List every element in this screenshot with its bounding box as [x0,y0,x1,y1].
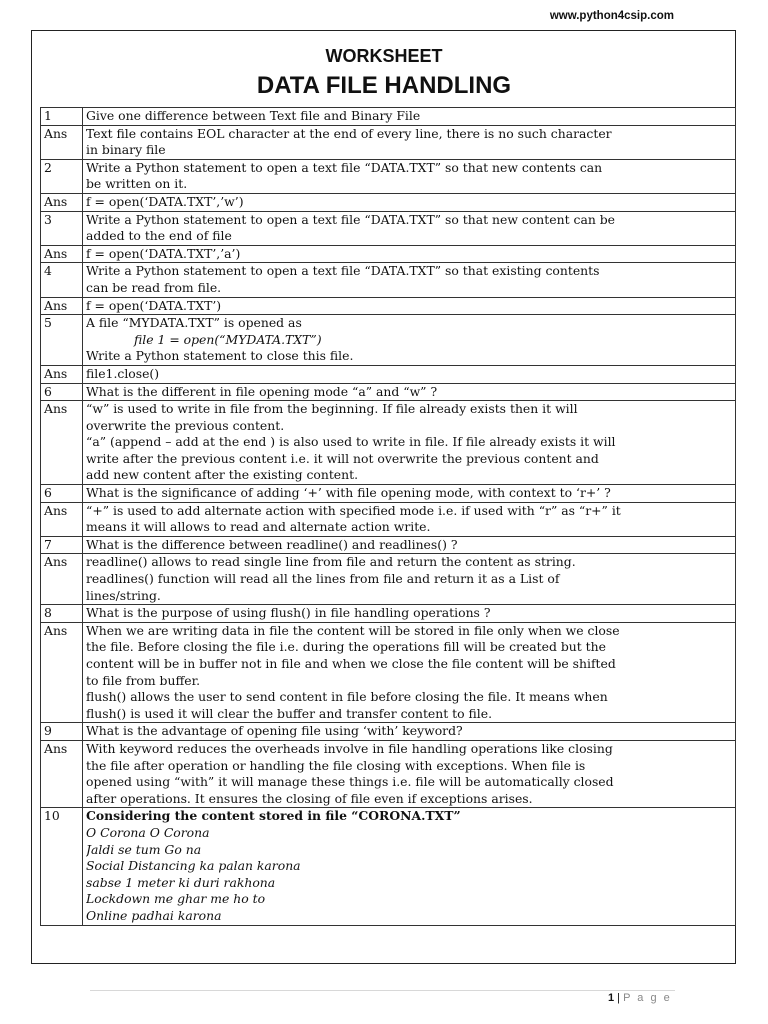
question-number: 4 [41,263,83,297]
answer-row [41,297,736,315]
text-line: content will be in buffer not in file and when we close the file content will be shifted [86,656,616,671]
text-line: f = open(‘DATA.TXT’) [86,297,222,313]
text-line: With keyword reduces the overheads involve in file handling operations like closing [86,740,613,756]
text-line: readlines() function will read all the lines from file and return it as a List of [86,571,560,587]
text-line: be written on it. [86,176,188,192]
text-line: Jaldi se tum Go na [86,841,202,857]
answer-text [83,125,736,159]
question-text [83,315,736,366]
text-line: sabse 1 meter ki duri rakhona [86,874,276,890]
page-word: P a g e [623,992,672,1004]
text-line: What is the purpose of using flush() in file handling operations ? [86,605,491,621]
page-number-value: 1 [608,992,615,1004]
question-text [83,263,736,297]
question-text [83,485,736,503]
text-line: the file. Before closing the file i.e. during the operations fill will be created but the [86,639,606,655]
answer-text [83,554,736,605]
answer-row [41,554,736,605]
site-url: www.python4csip.com [549,10,674,22]
text-line: Text file contains EOL character at the end of every line, there is no such character [86,125,612,141]
text-line: the file after operation or handling the file closing with exceptions. When file is [86,757,586,773]
question-number: 10 [41,808,83,925]
answer-label: Ans [41,622,83,723]
question-text [83,536,736,554]
text-line: Online padhai karona [86,907,222,923]
text-line: Write a Python statement to open a text file “DATA.TXT” so that new contents can [86,159,603,175]
text-line: When we are writing data in file the content will be stored in file only when we close [86,622,620,638]
question-row [41,159,736,193]
question-row [41,808,736,925]
question-row [41,383,736,401]
answer-row [41,502,736,536]
question-number: 6 [41,383,83,401]
question-number: 2 [41,159,83,193]
answer-label: Ans [41,554,83,605]
answer-label: Ans [41,245,83,263]
answer-label: Ans [41,365,83,383]
question-row [41,536,736,554]
text-line: Write a Python statement to open a text file “DATA.TXT” so that existing contents [86,263,600,279]
question-number: 1 [41,108,83,126]
question-row [41,485,736,503]
text-line: overwrite the previous content. [86,417,285,433]
question-number: 8 [41,605,83,623]
text-line: Write a Python statement to close this file. [86,348,354,364]
text-line: to file from buffer. [86,672,201,688]
question-text [83,108,736,126]
text-line: Lockdown me ghar me ho to [86,891,266,907]
answer-text [83,502,736,536]
answer-label: Ans [41,502,83,536]
question-row [41,108,736,126]
question-row [41,211,736,245]
text-line: after operations. It ensures the closing of file even if exceptions arises. [86,790,533,806]
text-line: f = open(‘DATA.TXT’,’w’) [86,193,244,209]
answer-row [41,365,736,383]
text-line: Give one difference between Text file and Binary File [86,108,421,123]
text-line: means it will allows to read and alternate action write. [86,519,431,535]
question-number: 5 [41,315,83,366]
answer-row [41,245,736,263]
text-line: “w” is used to write in file from the beginning. If file already exists then it will [86,401,578,417]
answer-row [41,125,736,159]
answer-text [83,297,736,315]
question-text [83,383,736,401]
text-line: What is the different in file opening mode “a” and “w” ? [86,383,438,399]
text-line: file1.close() [86,365,160,381]
answer-label: Ans [41,740,83,807]
text-line: Considering the content stored in file “CORONA.TXT” [86,808,461,824]
worksheet-title: WORKSHEET [325,46,443,66]
footer-divider [90,990,675,991]
text-line: “+” is used to add alternate action with specified mode i.e. if used with “r” as “r+” it [86,502,621,518]
answer-text [83,401,736,485]
answer-text [83,245,736,263]
worksheet-subtitle: DATA FILE HANDLING [256,72,512,99]
question-number: 7 [41,536,83,554]
answer-text [83,740,736,807]
answer-row [41,740,736,807]
text-line: What is the difference between readline() and readlines() ? [86,536,458,552]
page-number [608,992,672,1004]
text-line: flush() is used it will clear the buffer and transfer content to file. [86,705,493,721]
text-line: Write a Python statement to open a text file “DATA.TXT” so that new content can be [86,211,616,227]
answer-text [83,193,736,211]
question-row [41,315,736,366]
question-row [41,723,736,741]
text-line: in binary file [86,142,166,158]
answer-row [41,193,736,211]
text-line: What is the significance of adding ‘+’ with file opening mode, with context to ‘r+’ ? [86,485,611,501]
question-number: 3 [41,211,83,245]
page-separator: | [614,992,624,1004]
text-line: What is the advantage of opening file using ‘with’ keyword? [86,723,463,739]
question-number: 6 [41,485,83,503]
answer-text [83,365,736,383]
text-line: write after the previous content i.e. it will not overwrite the previous content and [86,450,599,466]
text-line: A file “MYDATA.TXT” is opened as [86,315,302,331]
text-line: opened using “with” it will manage these things i.e. file will be automatically closed [86,774,614,790]
text-line: add new content after the existing content. [86,467,359,483]
text-line: lines/string. [86,587,161,603]
question-text [83,723,736,741]
question-text [83,808,736,925]
answer-row [41,622,736,723]
question-text [83,211,736,245]
answer-label: Ans [41,401,83,485]
answer-label: Ans [41,125,83,159]
text-line: O Corona O Corona [86,824,210,840]
question-number: 9 [41,723,83,741]
text-line: f = open(‘DATA.TXT’,’a’) [86,245,241,261]
question-text [83,159,736,193]
text-line: file 1 = open(“MYDATA.TXT”) [134,331,322,347]
text-line: flush() allows the user to send content in file before closing the file. It means when [86,689,608,705]
answer-label: Ans [41,297,83,315]
questions-table [40,107,736,926]
text-line: added to the end of file [86,228,232,244]
text-line: can be read from file. [86,279,222,295]
question-row [41,263,736,297]
answer-label: Ans [41,193,83,211]
answer-text [83,622,736,723]
text-line: readline() allows to read single line from file and return the content as string. [86,554,576,570]
text-line: Social Distancing ka palan karona [86,858,301,874]
question-text [83,605,736,623]
text-line: “a” (append – add at the end ) is also used to write in file. If file already exists it will [86,434,616,450]
answer-row [41,401,736,485]
question-row [41,605,736,623]
